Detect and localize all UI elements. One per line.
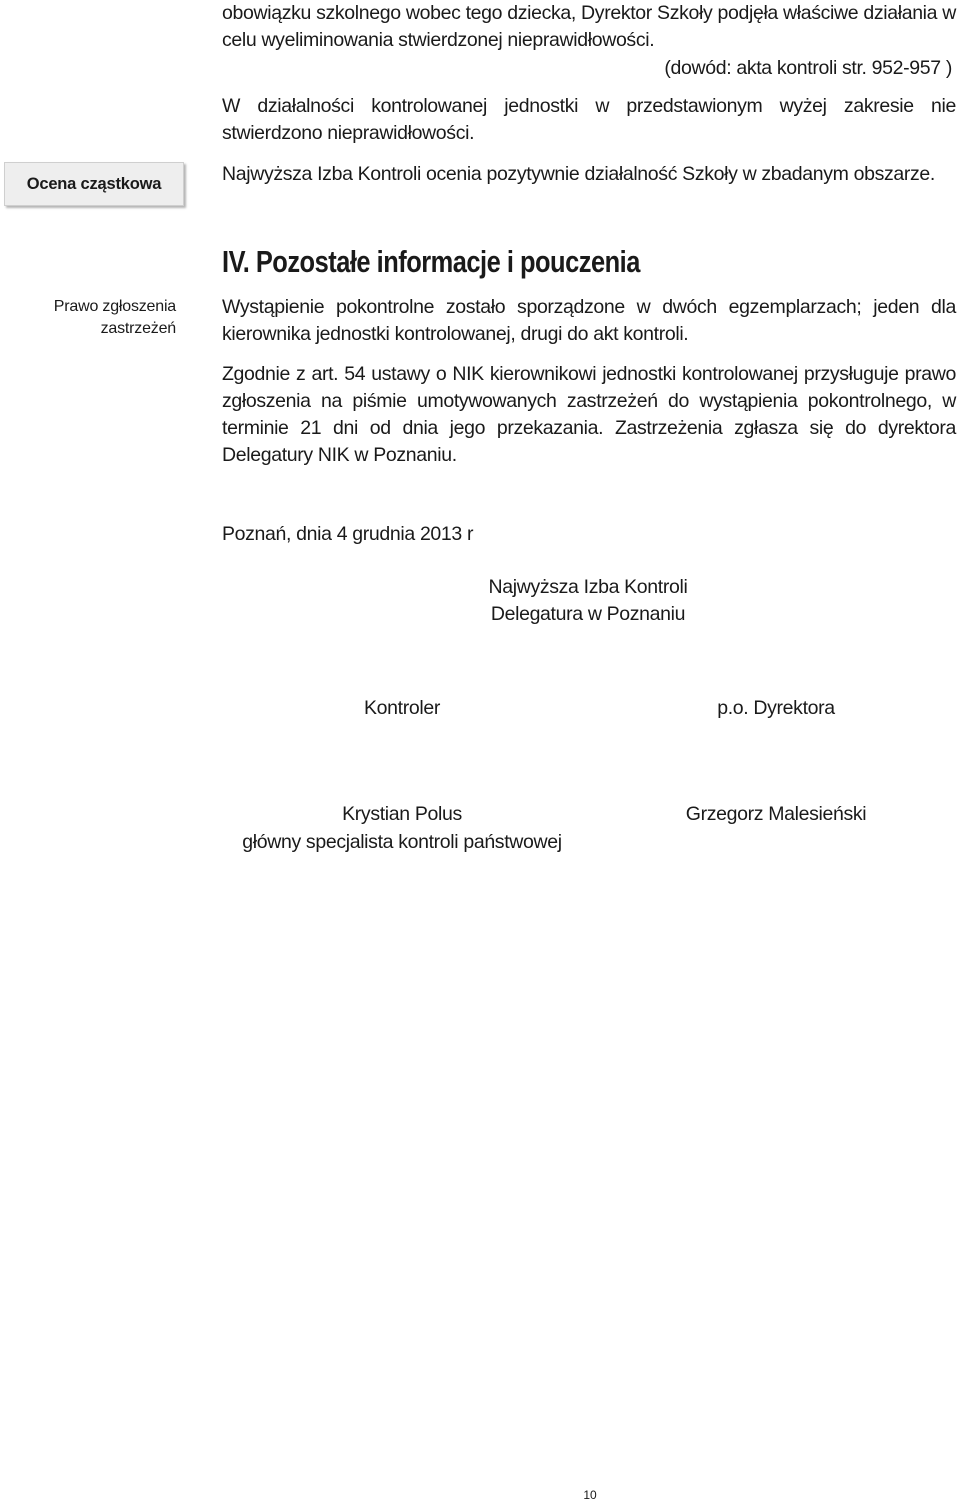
sidebar-box-label: Ocena cząstkowa	[26, 174, 162, 193]
org-name: Najwyższa Izba Kontroli	[488, 576, 688, 598]
org-branch: Delegatura w Poznaniu	[490, 603, 686, 625]
section-heading: IV. Pozostałe informacje i pouczenia	[222, 244, 640, 279]
page-number: 10	[583, 1488, 597, 1502]
signature-role-right: p.o. Dyrektora	[717, 697, 835, 719]
signatory-name-right: Grzegorz Malesieński	[685, 803, 867, 825]
signatory-title-left: główny specjalista kontroli państwowej	[242, 831, 562, 853]
place-date: Poznań, dnia 4 grudnia 2013 r	[222, 523, 474, 545]
paragraph-3: Najwyższa Izba Kontroli ocenia pozytywnie działalność Szkoły w zbadanym obszarze.	[222, 163, 935, 185]
paragraph-2: W działalności kontrolowanej jednostki w przedstawionym wyżej zakresie nie stwierdzono nieprawidłowości.	[222, 95, 956, 144]
sidebar-label-box	[4, 162, 184, 206]
signature-role-left: Kontroler	[364, 697, 440, 719]
paragraph-5: Zgodnie z art. 54 ustawy o NIK kierownikowi jednostki kontrolowanej przysługuje prawo zgłoszenia na piśmie umotywowanych zastrzeżeń do wystąpienia pokontrolnego, w terminie 21 dni od dnia jego przekazania. Zastrzeżenia zgłasza się do dyrektora Delegatury NIK w Poznaniu.	[222, 363, 956, 466]
paragraph-4: Wystąpienie pokontrolne zostało sporządzone w dwóch egzemplarzach; jeden dla kierownika jednostki kontrolowanej, drugi do akt kontroli.	[222, 296, 956, 345]
evidence-note: (dowód: akta kontroli str. 952-957 )	[664, 57, 952, 79]
sidebar-note: Prawo zgłoszenia zastrzeżeń	[53, 298, 176, 337]
paragraph-1: obowiązku szkolnego wobec tego dziecka, Dyrektor Szkoły podjęła właściwe działania w celu wyeliminowania stwierdzonej nieprawidłowości.	[222, 2, 956, 51]
signatory-name-left: Krystian Polus	[342, 803, 462, 825]
